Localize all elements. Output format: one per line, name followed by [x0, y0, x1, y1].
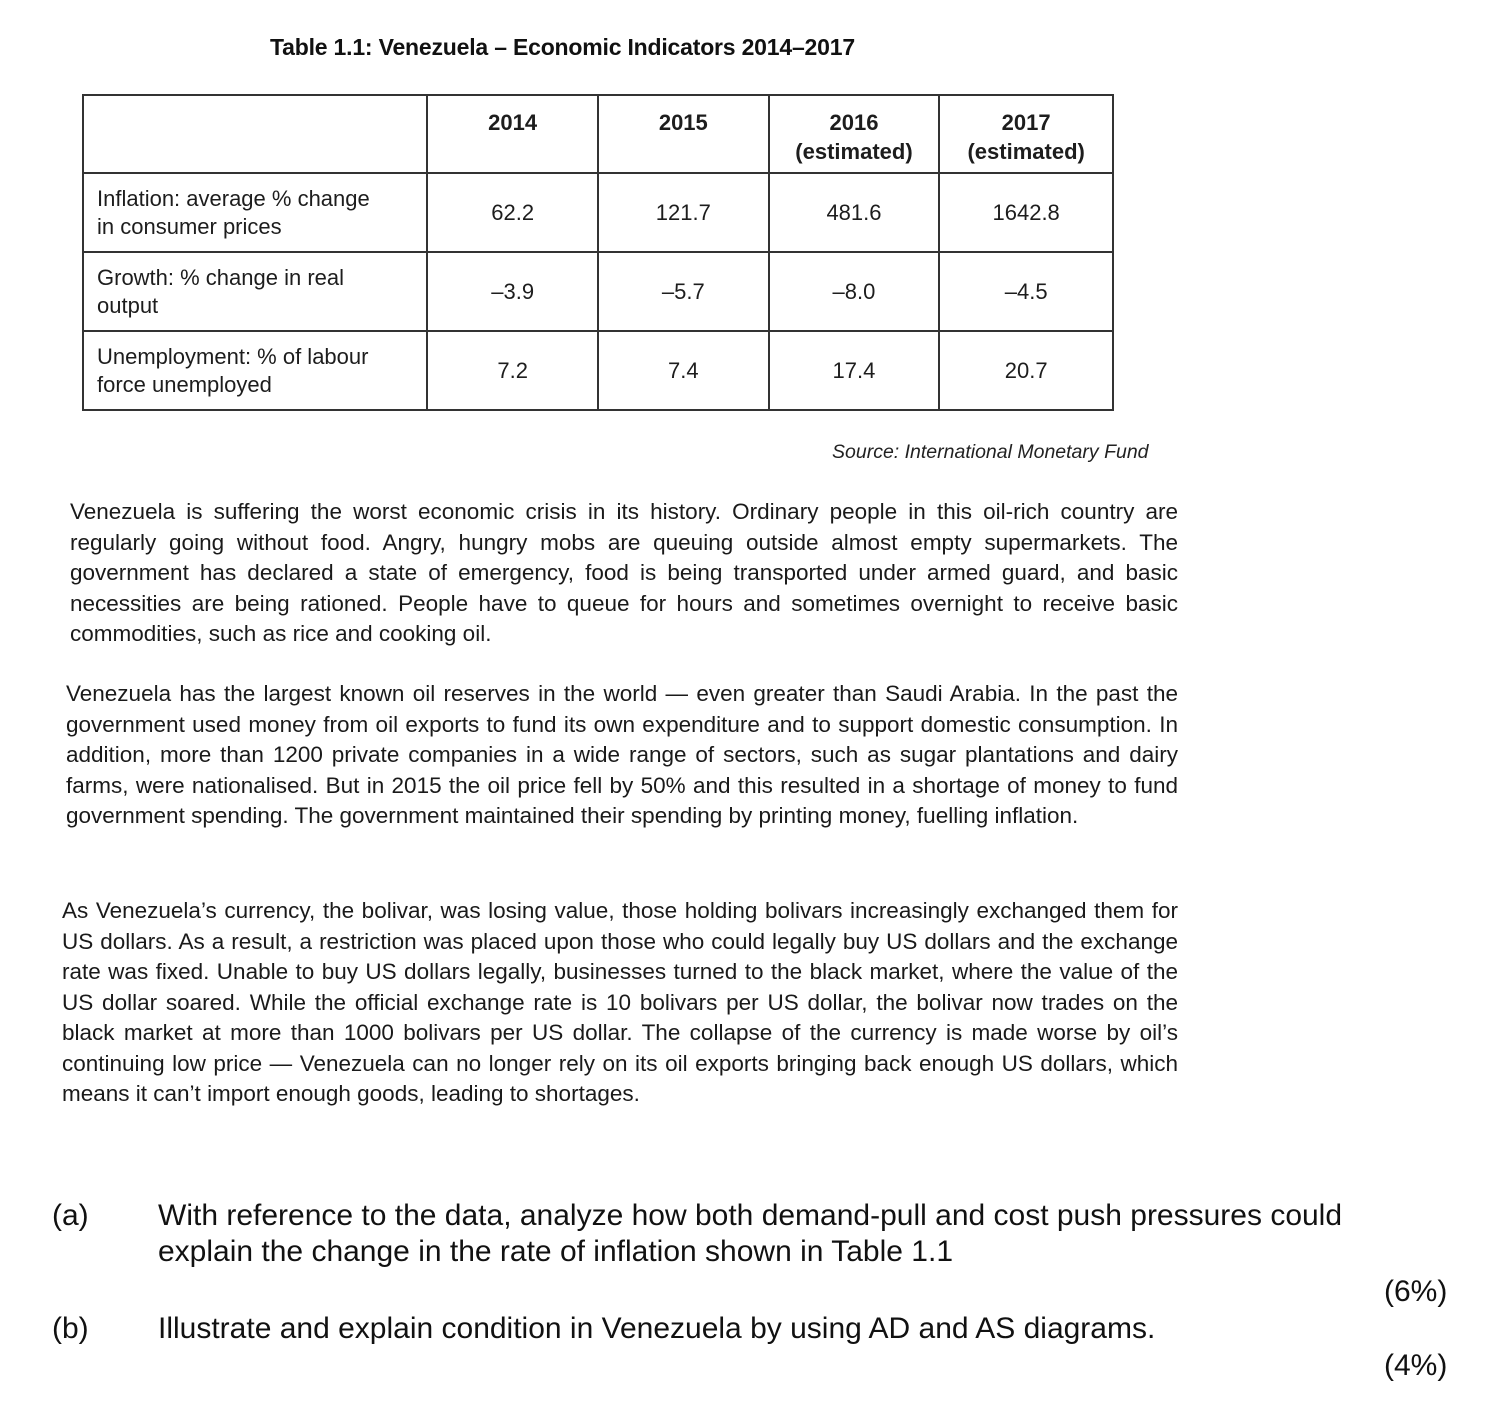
- column-header-year: 2016: [829, 110, 879, 135]
- row-label-unemployment: [83, 331, 427, 410]
- column-header-2015: [598, 95, 769, 173]
- row-label-line: Inflation: average % change: [97, 185, 370, 211]
- question-b-letter: (b): [52, 1312, 89, 1345]
- table-row-growth: [83, 252, 1113, 331]
- economic-indicators-table: [82, 94, 1114, 411]
- paragraph-crisis: Venezuela is suffering the worst economic crisis in its history. Ordinary people in this oil-rich country are regularly going without food. Angry, hungry mobs are queuing outside almost empty supermarkets. The government has declared a state of emergency, food is being transported under armed guard, and basic necessities are being rationed. People have to queue for hours and sometimes overnight to receive basic commodities, such as rice and cooking oil.: [70, 499, 1178, 646]
- table-header-row: [83, 95, 1113, 173]
- paragraph-currency: As Venezuela’s currency, the bolivar, was losing value, those holding bolivars increasingly exchanged them for US dollars. As a result, a restriction was placed upon those who could legally buy US dollars and the exchange rate was fixed. Unable to buy US dollars legally, businesses turned to the black market, where the value of the US dollar soared. While the official exchange rate is 10 bolivars per US dollar, the bolivar now trades on the black market at more than 1000 bolivars per US dollar. The collapse of the currency is made worse by oil’s continuing low price — Venezuela can no longer rely on its oil exports bringing back enough US dollars, which means it can’t import enough goods, leading to shortages.: [62, 898, 1178, 1106]
- table-row-inflation: [83, 173, 1113, 252]
- column-header-2014: [427, 95, 598, 173]
- question-a-marks: (6%): [1384, 1275, 1448, 1308]
- column-header-2017: [939, 95, 1113, 173]
- column-header-year: 2017: [1001, 110, 1051, 135]
- column-header-2016: [769, 95, 940, 173]
- row-label-line: in consumer prices: [97, 213, 282, 239]
- question-a-letter: (a): [52, 1199, 89, 1232]
- column-header-note: (estimated): [967, 139, 1085, 164]
- table-cell: 7.4: [598, 331, 769, 410]
- row-label-line: Unemployment: % of labour: [97, 343, 369, 369]
- table-cell: 62.2: [427, 173, 598, 252]
- row-label-line: force unemployed: [97, 371, 272, 397]
- column-header-year: 2015: [658, 110, 708, 135]
- table-cell: 121.7: [598, 173, 769, 252]
- row-label-line: output: [97, 292, 159, 318]
- table-cell: 7.2: [427, 331, 598, 410]
- row-label-line: Growth: % change in real: [97, 264, 345, 290]
- table-cell: –8.0: [769, 252, 940, 331]
- table-cell: –4.5: [939, 252, 1113, 331]
- row-label-inflation: [83, 173, 427, 252]
- question-a-text: With reference to the data, analyze how both demand-pull and cost push pressures could explain the change in the rate of inflation shown in Table 1.1: [158, 1199, 1343, 1268]
- question-b-text: Illustrate and explain condition in Venezuela by using AD and AS diagrams.: [158, 1312, 1156, 1345]
- table-cell: 20.7: [939, 331, 1113, 410]
- row-label-growth: [83, 252, 427, 331]
- table-cell: 481.6: [769, 173, 940, 252]
- table-title: Table 1.1: Venezuela – Economic Indicators 2014–2017: [270, 34, 855, 60]
- table-cell: 1642.8: [939, 173, 1113, 252]
- table-cell: 17.4: [769, 331, 940, 410]
- table-row-unemployment: [83, 331, 1113, 410]
- table-cell: –5.7: [598, 252, 769, 331]
- column-header-note: (estimated): [795, 139, 913, 164]
- question-b-marks: (4%): [1384, 1349, 1448, 1382]
- table-corner-cell: [83, 95, 427, 173]
- paragraph-oil-reserves: Venezuela has the largest known oil reserves in the world — even greater than Saudi Arabia. In the past the government used money from oil exports to fund its own expenditure and to support domestic consumption. In addition, more than 1200 private companies in a wide range of sectors, such as sugar plantations and dairy farms, were nationalised. But in 2015 the oil price fell by 50% and this resulted in a shortage of money to fund government spending. The government maintained their spending by printing money, fuelling inflation.: [66, 681, 1178, 828]
- table-cell: –3.9: [427, 252, 598, 331]
- column-header-year: 2014: [488, 110, 538, 135]
- table-source: Source: International Monetary Fund: [832, 441, 1149, 463]
